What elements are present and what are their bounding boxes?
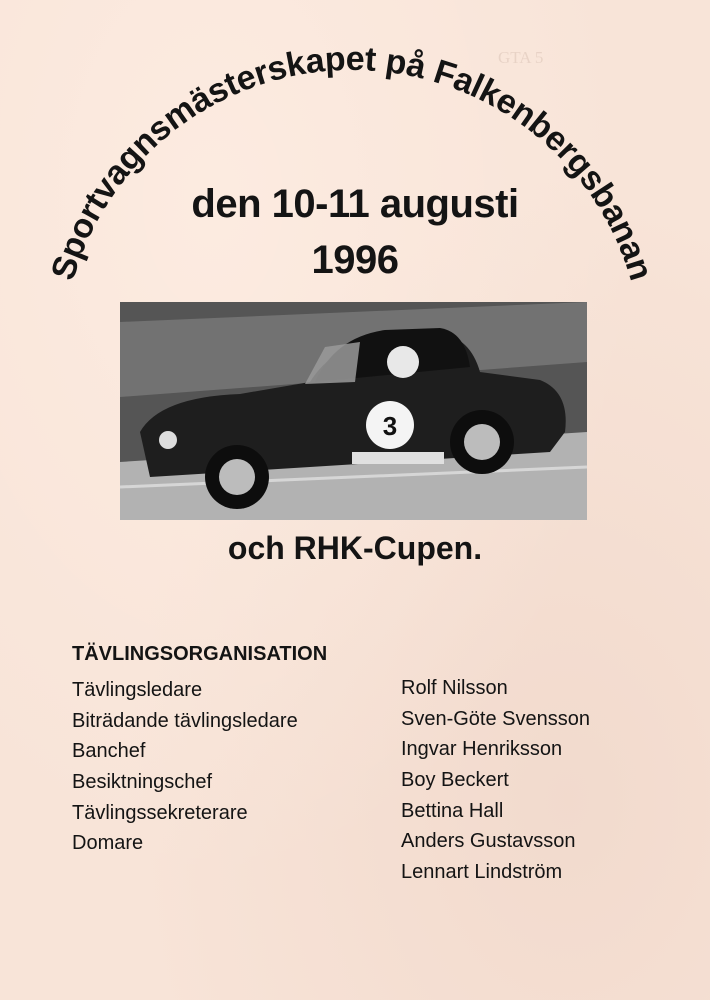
name-list	[401, 673, 590, 888]
cup-subtitle: och RHK-Cupen.	[227, 530, 483, 566]
role-item: Tävlingsledare	[72, 679, 203, 701]
role-item: Besiktningschef	[72, 771, 213, 794]
race-car-photo	[120, 302, 587, 520]
name-item: Boy Beckert	[401, 769, 509, 792]
role-item: Tävlingssekreterare	[72, 801, 248, 824]
name-item: Lennart Lindström	[401, 861, 563, 884]
role-item: Biträdande tävlingsledare	[72, 709, 298, 732]
name-item: Ingvar Henriksson	[401, 738, 563, 761]
name-item: Anders Gustavsson	[401, 830, 576, 853]
role-item: Banchef	[72, 740, 146, 763]
year: 1996	[311, 238, 399, 282]
bleed-through-text: GTA 5	[498, 48, 544, 67]
role-list	[72, 675, 298, 859]
arc-title-text: Sportvagnsmästerskapet på Falkenbergsbanan	[43, 39, 661, 285]
date-line: den 10-11 augusti	[191, 182, 519, 226]
role-item: Domare	[72, 832, 144, 855]
name-item: Bettina Hall	[401, 799, 504, 822]
name-item: Sven-Göte Svensson	[401, 707, 590, 730]
name-item: Rolf Nilsson	[401, 677, 508, 699]
organisation-heading: TÄVLINGSORGANISATION	[72, 643, 328, 665]
car-number: 3	[382, 411, 398, 441]
